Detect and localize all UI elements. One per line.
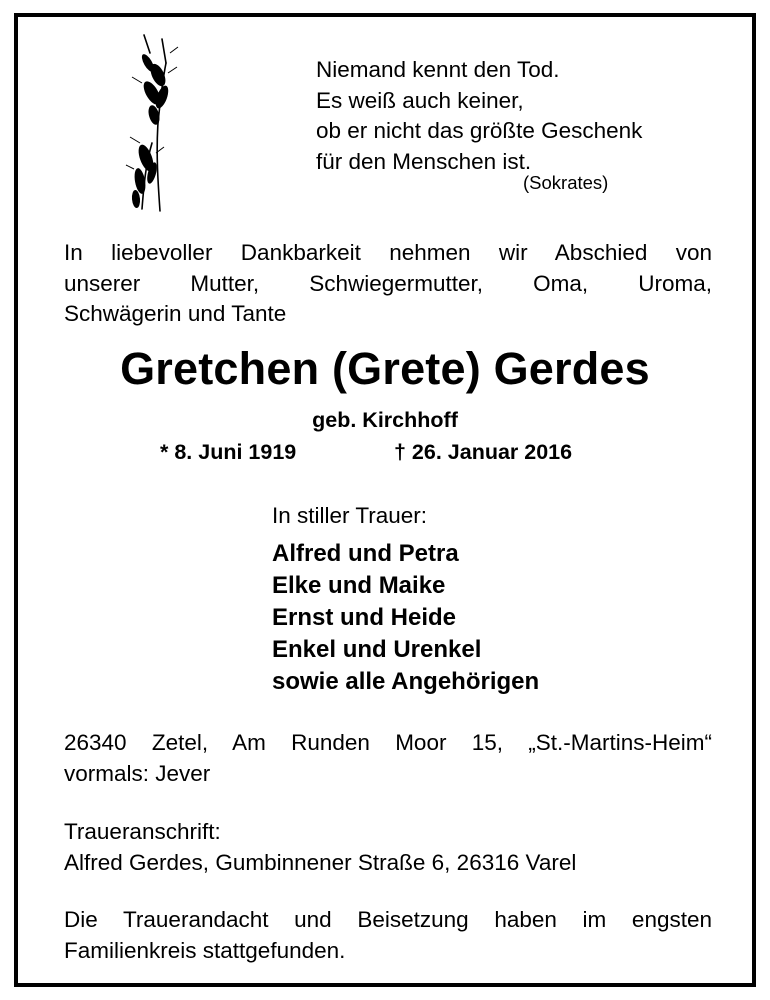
mourner-name: Enkel und Urenkel xyxy=(272,636,482,663)
intro-text xyxy=(64,238,712,299)
mourners-list xyxy=(272,538,539,698)
mourner-name: Ernst und Heide xyxy=(272,604,457,631)
quote-line: für den Menschen ist. xyxy=(316,148,532,174)
mourner-name: sowie alle Angehörigen xyxy=(272,668,540,695)
mourning-label: In stiller Trauer: xyxy=(272,503,428,528)
quote-line: Es weiß auch keiner, xyxy=(316,87,524,113)
mourning-contact xyxy=(64,817,576,878)
quote xyxy=(316,55,642,177)
ceremony-note xyxy=(64,905,712,966)
mourner-name: Alfred und Petra xyxy=(272,540,459,567)
quote-line: Niemand kennt den Tod. xyxy=(316,57,560,82)
birth-date: * 8. Juni 1919 xyxy=(160,440,297,464)
quote-source: (Sokrates) xyxy=(523,172,609,193)
contact-label: Traueranschrift: xyxy=(64,819,221,844)
address-line: vormals: Jever xyxy=(64,760,211,786)
intro-line: In liebevoller Dankbarkeit nehmen wir Abschied von xyxy=(64,240,712,265)
ceremony-line: Die Trauerandacht und Beisetzung haben im engsten xyxy=(64,907,712,932)
death-date: † 26. Januar 2016 xyxy=(394,440,573,464)
mourner-name: Elke und Maike xyxy=(272,572,446,599)
intro-line: Schwägerin und Tante xyxy=(64,301,287,326)
intro-line: unserer Mutter, Schwiegermutter, Oma, Uroma, xyxy=(64,270,712,296)
ceremony-line: Familienkreis stattgefunden. xyxy=(64,937,346,963)
deceased-name: Gretchen (Grete) Gerdes xyxy=(120,343,650,394)
wheat-ears-icon xyxy=(122,33,180,213)
obituary-notice xyxy=(14,13,756,987)
residence-address xyxy=(64,728,712,789)
contact-address: Alfred Gerdes, Gumbinnener Straße 6, 26316 Varel xyxy=(64,849,577,875)
address-line: 26340 Zetel, Am Runden Moor 15, „St.-Martins-Heim“ xyxy=(64,730,712,755)
maiden-name: geb. Kirchhoff xyxy=(312,408,458,432)
quote-line: ob er nicht das größte Geschenk xyxy=(316,118,643,143)
